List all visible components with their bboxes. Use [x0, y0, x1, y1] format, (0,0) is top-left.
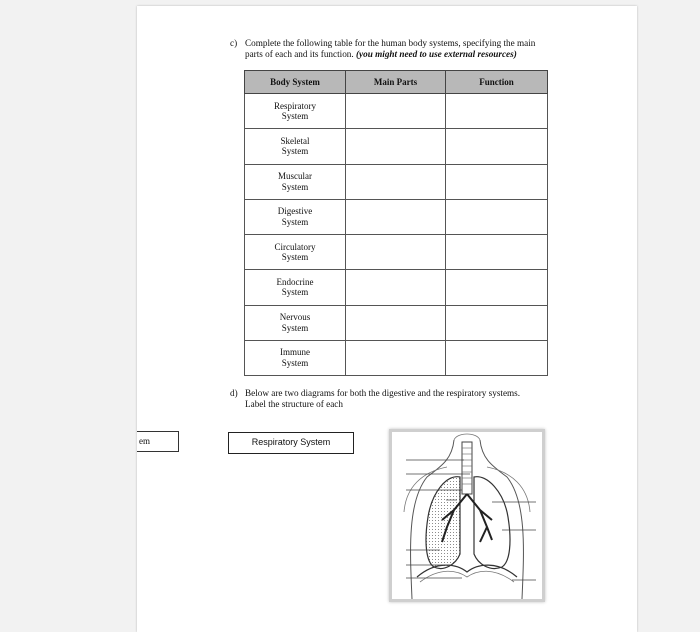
table-row	[245, 164, 548, 199]
function-cell[interactable]	[446, 305, 548, 340]
system-name-line2: System	[281, 146, 309, 157]
body-systems-table	[244, 70, 548, 376]
function-cell[interactable]	[446, 94, 548, 129]
system-name-line1: Immune	[280, 347, 310, 358]
system-name-line2: System	[281, 287, 309, 298]
system-name-line1: Endocrine	[276, 276, 314, 287]
digestive-label-box-partial: em	[137, 431, 179, 452]
system-name-line1: Nervous	[279, 312, 311, 323]
main-parts-cell[interactable]	[346, 305, 446, 340]
header-body-system: Body System	[245, 71, 346, 94]
table-row	[245, 270, 548, 305]
question-c-label: c)	[230, 38, 238, 48]
function-cell[interactable]	[446, 270, 548, 305]
function-cell[interactable]	[446, 340, 548, 375]
main-parts-cell[interactable]	[346, 235, 446, 270]
system-name-line1: Respiratory	[274, 100, 316, 111]
main-parts-cell[interactable]	[346, 94, 446, 129]
function-cell[interactable]	[446, 199, 548, 234]
respiratory-diagram	[389, 429, 545, 602]
system-name-line2: System	[281, 252, 309, 263]
system-name-cell	[245, 94, 346, 129]
table-row	[245, 94, 548, 129]
lungs-illustration	[392, 432, 542, 599]
main-parts-cell[interactable]	[346, 199, 446, 234]
system-name-line1: Muscular	[278, 171, 312, 182]
system-name-cell	[245, 199, 346, 234]
system-name-cell	[245, 129, 346, 164]
table-header-row	[245, 71, 548, 94]
system-name-line2: System	[281, 181, 309, 192]
system-name-cell	[245, 305, 346, 340]
system-name-line2: System	[281, 322, 309, 333]
header-function: Function	[446, 71, 548, 94]
header-main-parts: Main Parts	[346, 71, 446, 94]
function-cell[interactable]	[446, 164, 548, 199]
question-c-body: Complete the following table for the human body systems, specifying the main parts of each and its function.	[245, 38, 536, 59]
system-name-line1: Digestive	[277, 206, 313, 217]
system-name-line2: System	[281, 357, 309, 368]
main-parts-cell[interactable]	[346, 270, 446, 305]
respiratory-system-label-box: Respiratory System	[228, 432, 354, 454]
system-name-line2: System	[281, 216, 309, 227]
system-name-line1: Skeletal	[280, 135, 310, 146]
table-row	[245, 235, 548, 270]
main-parts-cell[interactable]	[346, 164, 446, 199]
table-row	[245, 199, 548, 234]
question-c-text	[245, 38, 550, 59]
system-name-line1: Circulatory	[274, 241, 316, 252]
system-name-cell	[245, 340, 346, 375]
main-parts-cell[interactable]	[346, 129, 446, 164]
function-cell[interactable]	[446, 129, 548, 164]
system-name-line2: System	[281, 111, 309, 122]
function-cell[interactable]	[446, 235, 548, 270]
system-name-cell	[245, 164, 346, 199]
system-name-cell	[245, 270, 346, 305]
question-d-text: Below are two diagrams for both the digestive and the respiratory systems. Label the structure of each	[245, 388, 521, 409]
table-row	[245, 129, 548, 164]
main-parts-cell[interactable]	[346, 340, 446, 375]
table-row	[245, 340, 548, 375]
table-row	[245, 305, 548, 340]
question-d-label: d)	[230, 388, 238, 398]
question-c-note: (you might need to use external resources)	[355, 48, 517, 59]
system-name-cell	[245, 235, 346, 270]
viewer-background	[0, 0, 137, 632]
